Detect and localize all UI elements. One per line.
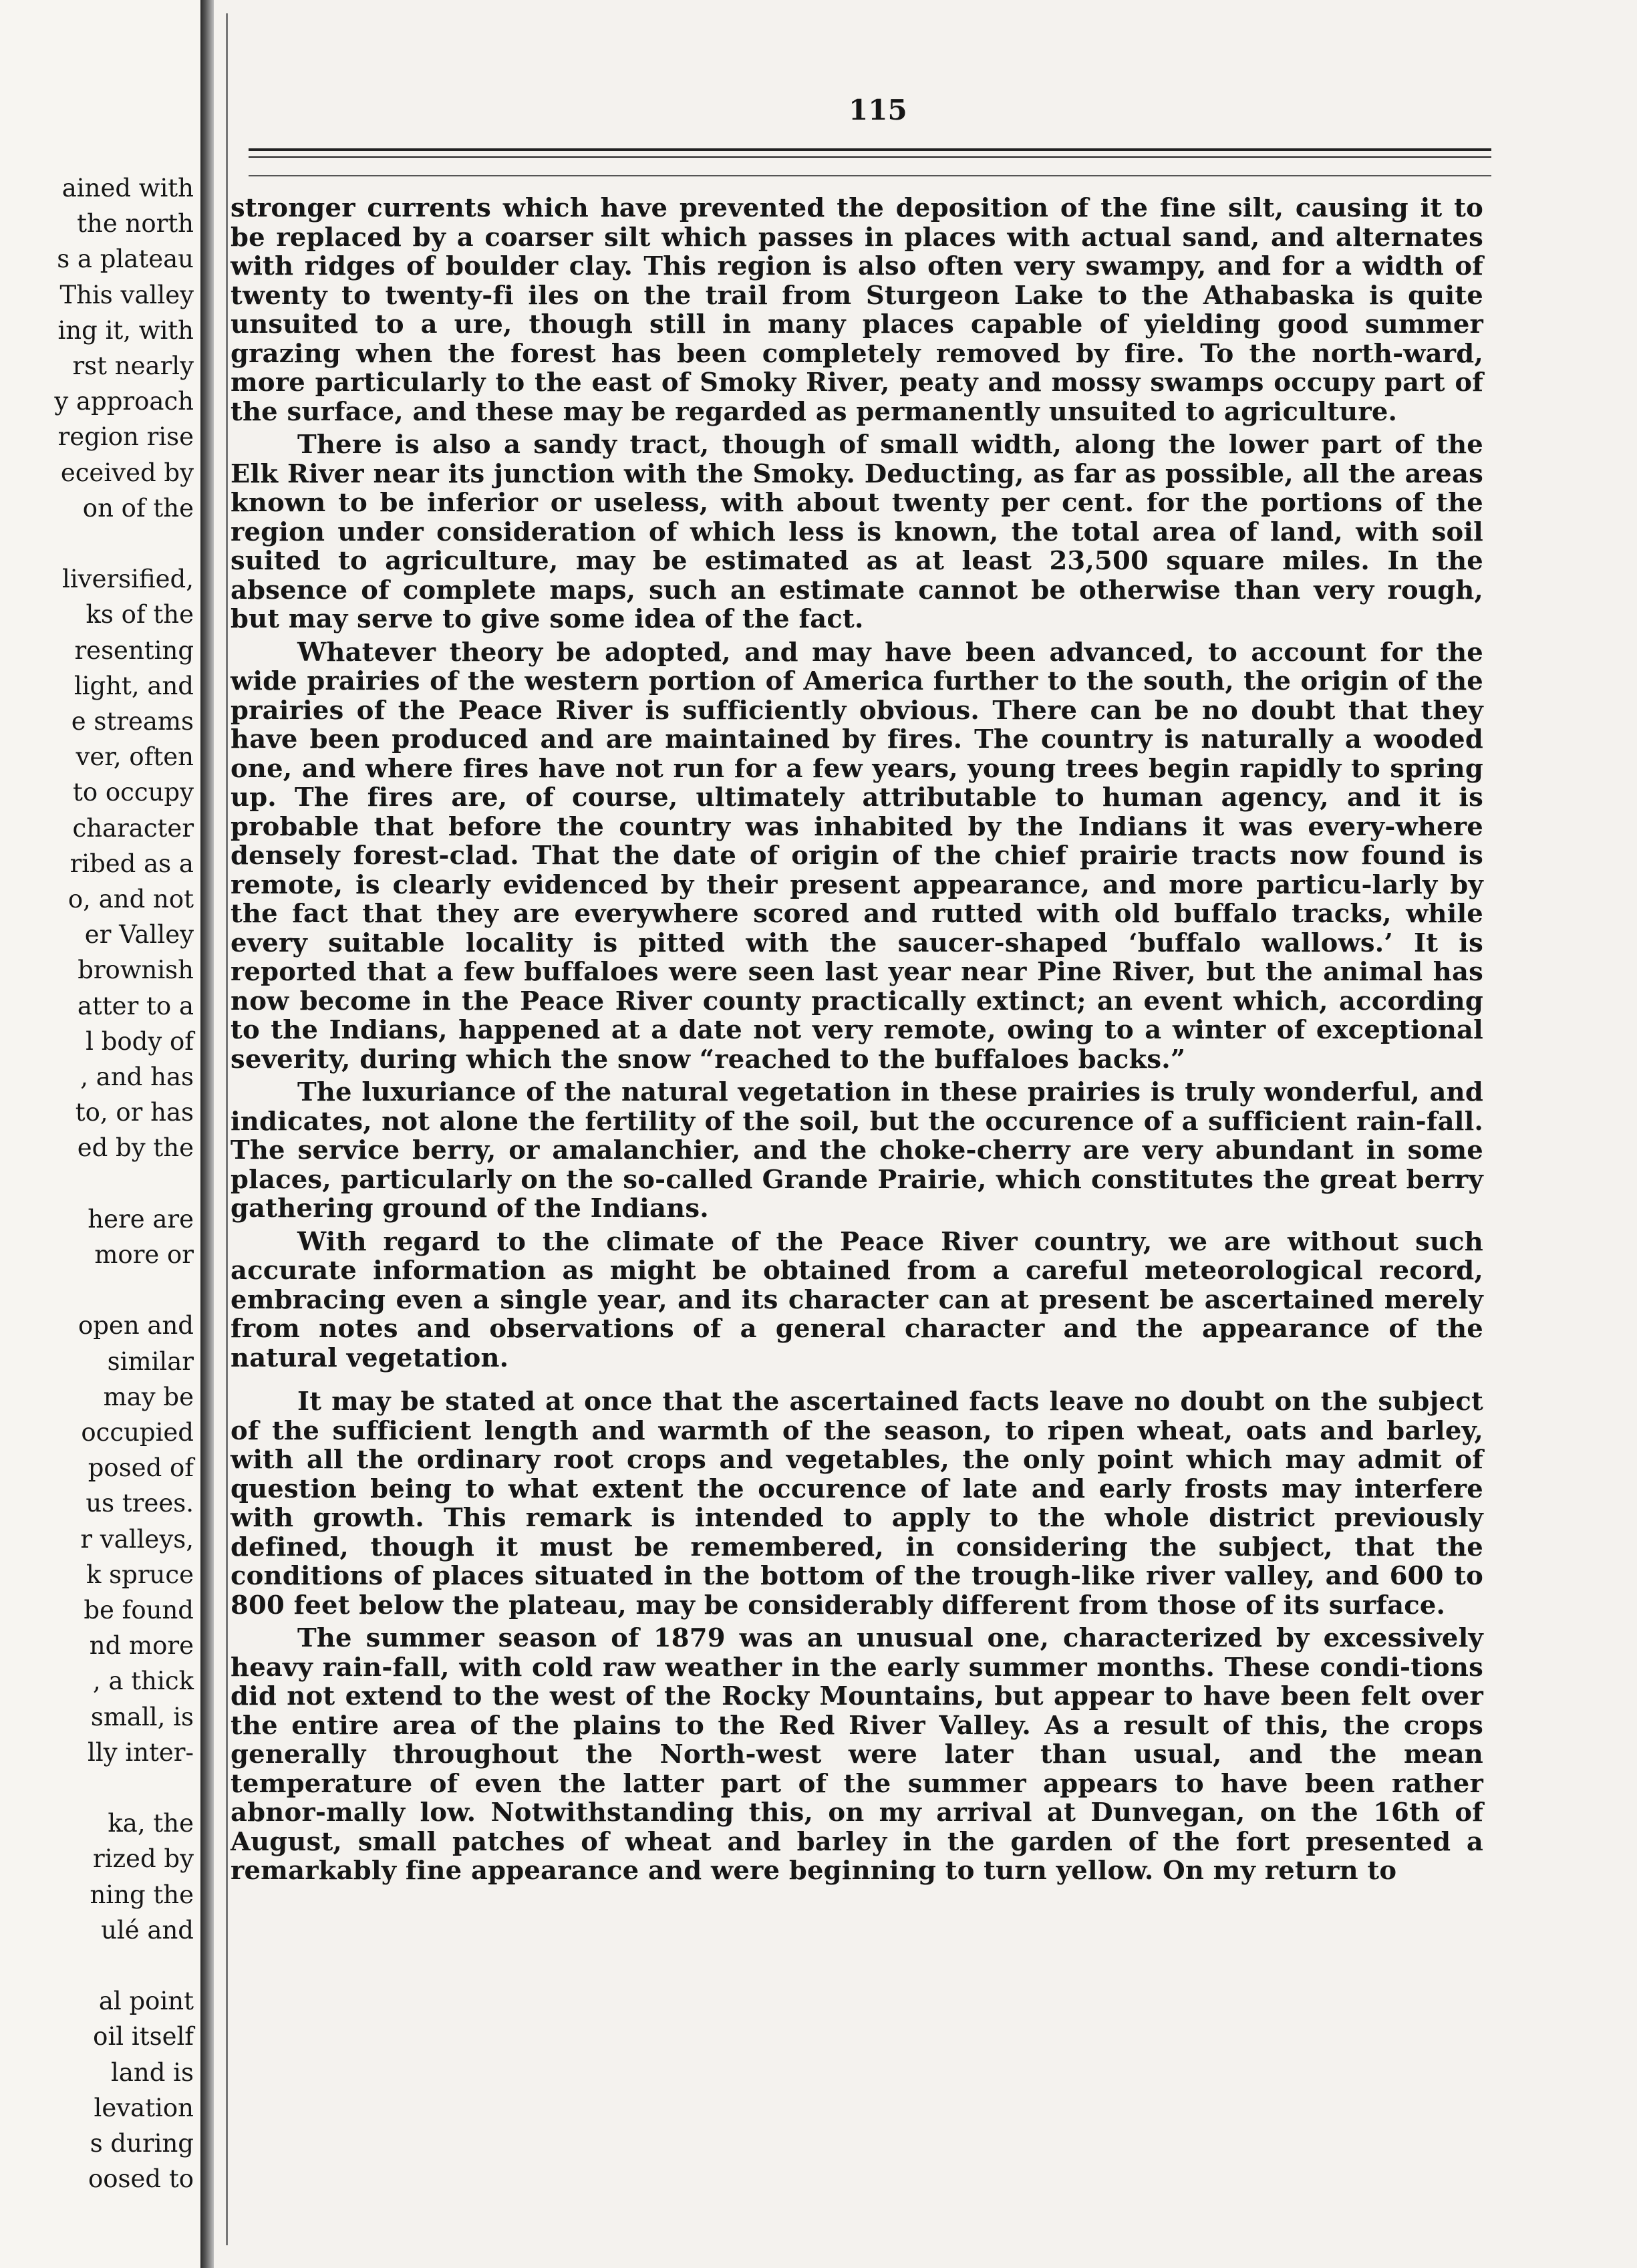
header-rule-thin: [249, 156, 1491, 158]
left-page-text-fragment: similar: [107, 1346, 194, 1376]
left-page-text-fragment: oosed to: [88, 2164, 194, 2194]
previous-page-strip: [0, 0, 200, 2268]
paragraph-climate: With regard to the climate of the Peace River country, we are without such accurate information as might be obtained from a careful meteorological record, embracing even a single year, and its character can at present be ascertained merely from notes and observations of a general character and the appearance of the natural vegetation.: [231, 1226, 1483, 1373]
left-page-text-fragment: nd more: [89, 1631, 194, 1661]
left-page-text-fragment: , a thick: [92, 1667, 194, 1696]
left-page-text-fragment: liversified,: [62, 565, 194, 594]
left-page-text-fragment: the north: [77, 209, 194, 239]
left-page-text-fragment: occupied: [81, 1418, 194, 1447]
left-page-text-fragment: resenting: [74, 635, 194, 665]
page-border-line: [226, 13, 228, 2245]
left-page-text-fragment: e streams: [71, 707, 194, 736]
left-page-text-fragment: ks of the: [86, 600, 194, 629]
paragraph-continued: stronger currents which have prevented the deposition of the fine silt, causing it to be replaced by a coarser silt which passes in places with actual sand, and alternates with ridges of boulder clay. This region is also often very swampy, and for a width of twenty to twenty-fi iles on the trail from Sturgeon Lake to the Athabaska is quite unsuited to a ure, though still in many places capable of yielding good summer grazing when the forest has been completely removed by fire. To the north-ward, more particularly to the east of Smoky River, peaty and mossy swamps occupy part of the surface, and these may be regarded as permanently unsuited to agriculture.: [231, 193, 1483, 427]
paragraph-vegetation: The luxuriance of the natural vegetation in these prairies is truly wonderful, and indicates, not alone the fertility of the soil, but the occurence of a sufficient rain-fall. The service berry, or amalanchier, and the choke-cherry are very abundant in some places, particularly on the so-called Grande Prairie, which constitutes the great berry gathering ground of the Indians.: [231, 1077, 1483, 1224]
left-page-text-fragment: r valleys,: [80, 1524, 194, 1554]
left-page-text-fragment: on of the: [82, 493, 194, 523]
left-page-text-fragment: to, or has: [75, 1098, 194, 1127]
paragraph-season: It may be stated at once that the ascertained facts leave no doubt on the subject of the sufficient length and warmth of the season, to ripen wheat, oats and barley, with all the ordinary root crops and vegetables, the only point which may admit of question being to what extent the occurence of late and early frosts may interfere with growth. This remark is intended to apply to the whole district previously defined, though it must be remembered, in considering the subject, that the conditions of places situated in the bottom of the trough-like river valley, and 600 to 800 feet below the plateau, may be considerably different from those of its surface.: [231, 1387, 1483, 1620]
left-page-text-fragment: here are: [88, 1204, 194, 1234]
page-gutter-shadow: [200, 0, 214, 2268]
left-page-text-fragment: ning the: [90, 1880, 194, 1909]
left-page-text-fragment: o, and not: [67, 885, 194, 913]
left-page-text-fragment: character: [72, 813, 194, 843]
left-page-text-fragment: region rise: [57, 422, 194, 452]
left-page-text-fragment: more or: [94, 1240, 194, 1269]
left-page-text-fragment: oil itself: [93, 2022, 194, 2051]
left-page-text-fragment: l body of: [86, 1026, 194, 1056]
left-page-text-fragment: ver, often: [76, 742, 194, 772]
left-page-text-fragment: k spruce: [86, 1560, 194, 1589]
left-page-text-fragment: , and has: [80, 1062, 194, 1091]
left-page-text-fragment: ka, the: [108, 1809, 194, 1838]
left-page-text-fragment: ribed as a: [69, 849, 194, 878]
left-page-text-fragment: er Valley: [84, 920, 194, 950]
left-page-text-fragment: light, and: [73, 671, 194, 700]
header-rule-thick: [249, 148, 1491, 151]
left-page-text-fragment: s during: [90, 2129, 194, 2158]
left-page-text-fragment: may be: [103, 1382, 194, 1411]
left-page-text-fragment: rst nearly: [72, 351, 194, 380]
left-page-text-fragment: ulé and: [101, 1915, 194, 1945]
left-page-text-fragment: ained with: [61, 174, 194, 202]
left-page-text-fragment: to occupy: [72, 778, 194, 807]
left-page-text-fragment: eceived by: [60, 458, 194, 487]
left-page-text-fragment: posed of: [88, 1453, 194, 1483]
left-page-text-fragment: rized by: [93, 1844, 194, 1874]
left-page-text-fragment: This valley: [59, 280, 194, 309]
left-page-text-fragment: s a plateau: [57, 245, 194, 274]
paragraph-prairie-origin: Whatever theory be adopted, and may have been advanced, to account for the wide prairies of the western portion of America further to the south, the origin of the prairies of the Peace River is sufficiently obvious. There can be no doubt that they have been produced and are maintained by fires. The country is naturally a wooded one, and where fires have not run for a few years, young trees begin rapidly to spring up. The fires are, of course, ultimately attributable to human agency, and it is probable that before the country was inhabited by the Indians it was every-where densely forest-clad. That the date of origin of the chief prairie tracts now found is remote, is clearly evidenced by their present appearance, and more particu-larly by the fact that they are everywhere scored and rutted with old buffalo tracks, while every suitable locality is pitted with the saucer-shaped ‘buffalo wallows.’ It is reported that a few buffaloes were seen last year near Pine River, but the animal has now become in the Peace River county practically extinct; an event which, according to the Indians, happened at a date not very remote, owing to a winter of exceptional severity, during which the snow “reached to the buffaloes backs.”: [231, 637, 1483, 1075]
left-page-text-fragment: us trees.: [86, 1489, 194, 1518]
left-page-text-fragment: small, is: [90, 1702, 194, 1731]
left-page-text-fragment: open and: [78, 1311, 194, 1340]
left-page-text-fragment: al point: [98, 1987, 194, 2016]
left-page-text-fragment: atter to a: [77, 991, 194, 1020]
paragraph-sandy-tract: There is also a sandy tract, though of small width, along the lower part of the Elk River near its junction with the Smoky. Deducting, as far as possible, all the areas known to be inferior or useless, with about twenty per cent. for the portions of the region under consideration of which less is known, the total area of land, with soil suited to agriculture, may be estimated as at least 23,500 square miles. In the absence of complete maps, such an estimate cannot be otherwise than very rough, but may serve to give some idea of the fact.: [231, 430, 1483, 634]
text-column: [231, 194, 1483, 1890]
left-page-text-fragment: ed by the: [77, 1133, 194, 1163]
left-page-text-fragment: brownish: [78, 956, 194, 985]
paragraph-summer-1879: The summer season of 1879 was an unusual one, characterized by excessively heavy rain-fall, with cold raw weather in the early summer months. These condi-tions did not extend to the west of the Rocky Mountains, but appear to have been felt over the entire area of the plains to the Red River Valley. As a result of this, the crops generally throughout the North-west were later than usual, and the mean temperature of even the latter part of the summer appears to have been rather abnor-mally low. Notwithstanding this, on my arrival at Dunvegan, on the 16th of August, small patches of wheat and barley in the garden of the fort presented a remarkably fine appearance and were beginning to turn yellow. On my return to: [231, 1623, 1483, 1886]
left-page-text-fragment: lly inter-: [88, 1737, 194, 1767]
left-page-text-fragment: land is: [111, 2058, 194, 2087]
left-page-text-fragment: y approach: [54, 387, 194, 416]
left-page-text-fragment: be found: [84, 1596, 194, 1624]
page-number: 115: [849, 94, 907, 126]
left-page-text-fragment: ing it, with: [57, 315, 194, 345]
header-rule-lower: [249, 175, 1491, 176]
left-page-text-fragment: levation: [94, 2093, 194, 2122]
